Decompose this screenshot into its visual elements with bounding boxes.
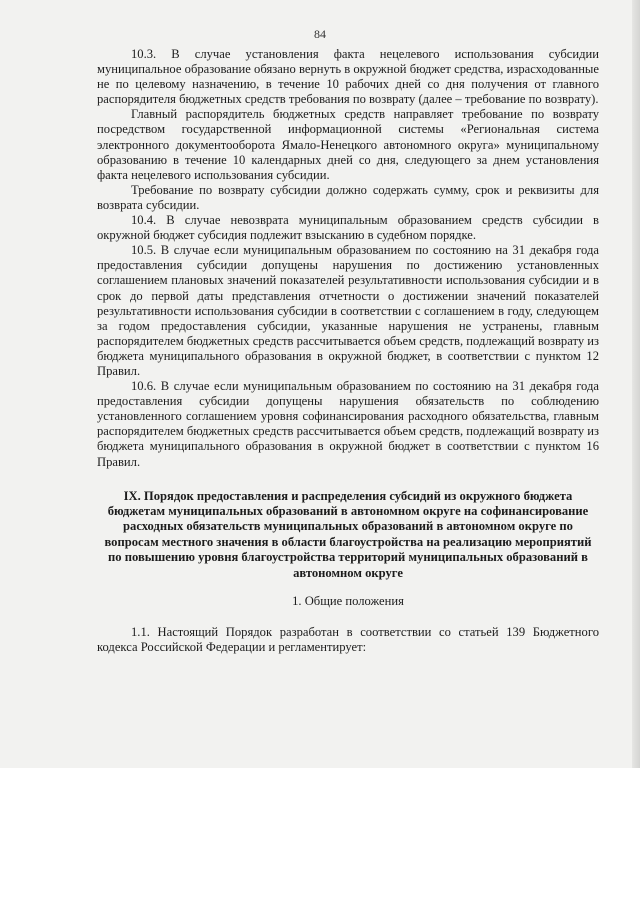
page-number: 84 — [314, 27, 326, 41]
paragraph-10-3: 10.3. В случае установления факта нецелевого использования субсидии муниципальное образование обязано вернуть в окружной бюджет средства, израсходованные не по целевому назначению, в течение 10 рабочих дней со дня получения от главного распорядителя бюджетных средств требования по возврату (далее – требование по возврату). — [97, 47, 599, 107]
page-edge-shadow — [632, 0, 640, 768]
document-body — [97, 47, 599, 655]
paragraph-return-request: Главный распорядитель бюджетных средств направляет требование по возврату посредством государственной информационной системы «Региональная система электронного документооборота Ямало-Ненецкого автономного округа» муниципальному образованию в течение 10 календарных дней со дня, следующего за днем установления факта нецелевого использования субсидии. — [97, 107, 599, 182]
subsection-heading: 1. Общие положения — [292, 594, 404, 609]
paragraph-10-5: 10.5. В случае если муниципальным образованием по состоянию на 31 декабря года предоставления субсидии допущены нарушения по достижению установленных соглашением плановых значений показателей результативности использования субсидии и в срок до первой даты представления отчетности о достижении значений показателей результативности использования субсидии в соответствии с соглашением в году, следующем за годом предоставления субсидии, указанные нарушения не устранены, главным распорядителем бюджетных средств рассчитывается объем средств, подлежащий возврату из бюджета муниципального образования в окружной бюджет, в соответствии с пунктом 12 Правил. — [97, 243, 599, 378]
paragraph-1-1: 1.1. Настоящий Порядок разработан в соответствии со статьей 139 Бюджетного кодекса Российской Федерации и регламентирует: — [97, 625, 599, 655]
section-heading: IX. Порядок предоставления и распределения субсидий из окружного бюджета бюджетам муниципальных образований в автономном округе на софинансирование расходных обязательств муниципальных образований в автономном округе по вопросам местного значения в области благоустройства на реализацию мероприятий по повышению уровня благоустройства территорий муниципальных образований в автономном округе — [104, 488, 592, 580]
paragraph-10-6: 10.6. В случае если муниципальным образованием по состоянию на 31 декабря года предоставления субсидии допущены нарушения обязательств по соблюдению установленного соглашением уровня софинансирования расходного обязательства, главным распорядителем бюджетных средств рассчитывается объем средств, подлежащий возврату из бюджета муниципального образования в окружной бюджет в соответствии с пунктом 16 Правил. — [97, 379, 599, 469]
paragraph-request-contents: Требование по возврату субсидии должно содержать сумму, срок и реквизиты для возврата субсидии. — [97, 182, 599, 212]
paragraph-10-4: 10.4. В случае невозврата муниципальным образованием средств субсидии в окружной бюджет субсидия подлежит взысканию в судебном порядке. — [97, 213, 599, 243]
